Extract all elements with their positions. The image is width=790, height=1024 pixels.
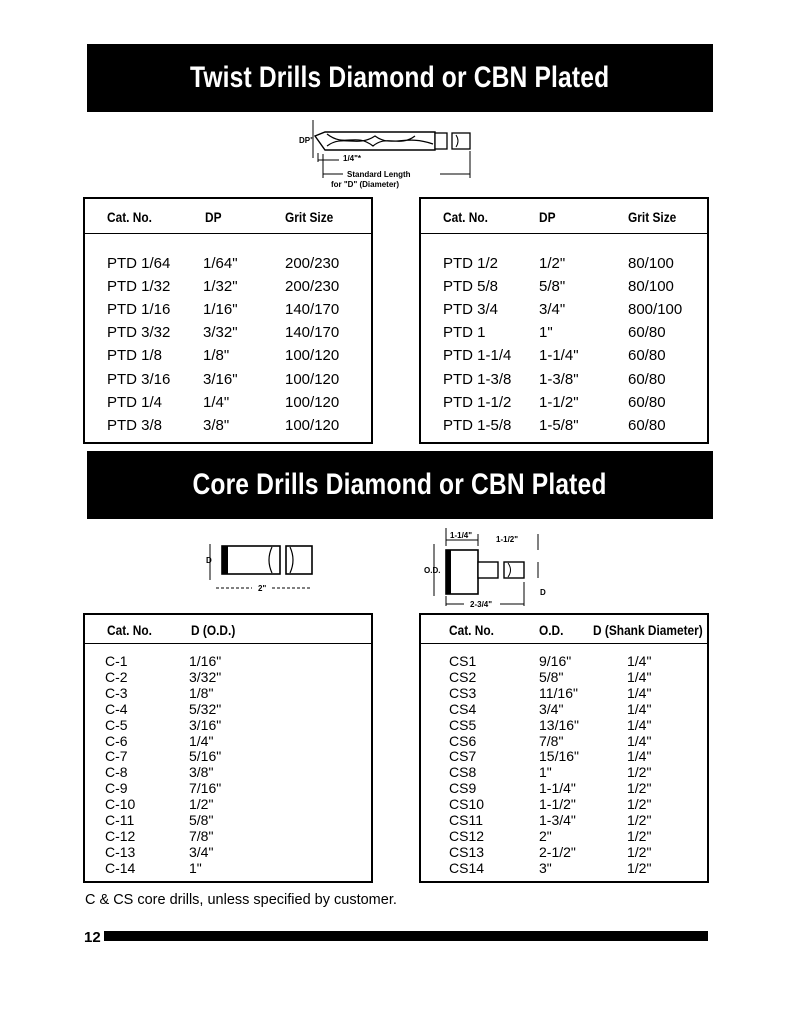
cell-cat-no: PTD 1/8 [107, 347, 163, 365]
cell-od: 3" [539, 859, 552, 876]
cell-cat-no: PTD 1-3/8 [443, 370, 512, 388]
cell-grit-size: 100/120 [285, 370, 340, 388]
cell-shank-diameter: 1/4" [627, 700, 652, 717]
cell-grit-size: 80/100 [628, 278, 674, 296]
cell-cat-no: PTD 3/4 [443, 301, 499, 319]
total-length-label: 2-3/4" [470, 600, 493, 609]
cell-cat-no: PTD 1/2 [443, 255, 499, 272]
length-label: 2" [258, 584, 267, 593]
header-od: D (O.D.) [191, 622, 236, 638]
cell-shank-diameter: 1/4" [627, 716, 652, 733]
cell-od: 1/2" [189, 796, 214, 813]
cell-cat-no: CS5 [449, 716, 477, 733]
cell-cat-no: PTD 3/16 [107, 370, 171, 388]
cell-od: 5/32" [189, 700, 222, 717]
cell-shank-diameter: 1/4" [627, 748, 652, 765]
cell-dp: 5/8" [539, 278, 566, 296]
cell-cat-no: C-3 [105, 684, 128, 701]
cell-grit-size: 800/100 [628, 301, 683, 319]
cell-od: 7/8" [539, 732, 564, 749]
cell-shank-diameter: 1/2" [627, 764, 652, 781]
cell-cat-no: PTD 3/32 [107, 324, 171, 342]
cell-shank-diameter: 1/4" [627, 653, 652, 669]
cell-grit-size: 100/120 [285, 393, 340, 411]
cell-shank-diameter: 1/2" [627, 827, 652, 844]
cell-grit-size: 100/120 [285, 416, 340, 434]
cell-cat-no: C-8 [105, 764, 128, 781]
cell-cat-no: CS7 [449, 748, 477, 765]
cell-cat-no: C-9 [105, 780, 128, 797]
cell-od: 13/16" [539, 716, 580, 733]
cell-cat-no: C-4 [105, 700, 128, 717]
cell-dp: 1" [539, 324, 553, 342]
cell-cat-no: PTD 1-1/2 [443, 393, 512, 411]
table-header [421, 199, 707, 234]
cell-od: 1-1/4" [539, 780, 576, 797]
cell-grit-size: 100/120 [285, 347, 340, 365]
d-label: D [540, 588, 546, 597]
cell-od: 15/16" [539, 748, 580, 765]
d-label: D [206, 556, 212, 565]
header-grit-size: Grit Size [628, 209, 677, 225]
cell-cat-no: C-13 [105, 843, 136, 860]
cell-cat-no: CS1 [449, 653, 477, 669]
cell-cat-no: CS8 [449, 764, 477, 781]
cell-grit-size: 60/80 [628, 393, 666, 411]
core-drill-diagram-left [196, 538, 326, 598]
cell-dp: 1/32" [203, 278, 238, 296]
cell-od: 3/16" [189, 716, 222, 733]
cell-od: 3/4" [539, 700, 564, 717]
header-cat-no: Cat. No. [449, 622, 494, 638]
cell-cat-no: PTD 1/16 [107, 301, 171, 319]
table-header [85, 199, 371, 234]
cell-cat-no: C-12 [105, 827, 136, 844]
cell-cat-no: CS14 [449, 859, 485, 876]
table-header [421, 615, 707, 644]
quarter-inch-label: 1/4"* [343, 154, 362, 163]
cell-od: 1/16" [189, 653, 222, 669]
cell-dp: 1-5/8" [539, 416, 579, 434]
cell-cat-no: C-6 [105, 732, 128, 749]
cell-cat-no: CS10 [449, 796, 485, 813]
cell-od: 2" [539, 827, 552, 844]
cell-cat-no: CS3 [449, 684, 477, 701]
page-number: 12 [84, 929, 101, 946]
cell-od: 1" [539, 764, 552, 781]
standard-length-label: Standard Length [347, 170, 411, 179]
cell-od: 1" [189, 859, 202, 876]
cell-grit-size: 60/80 [628, 324, 666, 342]
core-drill-diagram-right [420, 526, 560, 612]
cell-cat-no: PTD 1/32 [107, 278, 171, 296]
cell-cat-no: PTD 1-5/8 [443, 416, 512, 434]
cell-shank-diameter: 1/4" [627, 732, 652, 749]
header-cat-no: Cat. No. [107, 622, 152, 638]
cell-cat-no: PTD 1-1/4 [443, 347, 512, 365]
cell-od: 3/4" [189, 843, 214, 860]
cell-dp: 3/16" [203, 370, 238, 388]
twist-left-table [83, 197, 373, 444]
cell-od: 5/16" [189, 748, 222, 765]
cell-dp: 1/16" [203, 301, 238, 319]
header-od: O.D. [539, 622, 564, 638]
cell-grit-size: 140/170 [285, 324, 340, 342]
diameter-label: for "D" (Diameter) [331, 180, 400, 189]
cell-shank-diameter: 1/4" [627, 668, 652, 685]
cell-od: 9/16" [539, 653, 572, 669]
cell-dp: 1/4" [203, 393, 230, 411]
cell-dp: 1/8" [203, 347, 230, 365]
cell-shank-diameter: 1/2" [627, 843, 652, 860]
cell-cat-no: C-2 [105, 668, 128, 685]
core-left-table [83, 613, 373, 883]
cell-shank-diameter: 1/2" [627, 780, 652, 797]
cell-dp: 1-3/8" [539, 370, 579, 388]
table-header [85, 615, 371, 644]
cell-grit-size: 60/80 [628, 347, 666, 365]
dim-a-label: 1-1/4" [450, 531, 473, 540]
cell-od: 5/8" [189, 812, 214, 828]
cell-grit-size: 140/170 [285, 301, 340, 319]
cell-cat-no: C-10 [105, 796, 136, 813]
cell-shank-diameter: 1/2" [627, 796, 652, 813]
cell-cat-no: PTD 1 [443, 324, 486, 342]
cell-grit-size: 200/230 [285, 255, 340, 272]
cell-dp: 3/8" [203, 416, 230, 434]
cell-od: 1-1/2" [539, 796, 576, 813]
dim-b-label: 1-1/2" [496, 535, 519, 544]
header-cat-no: Cat. No. [443, 209, 488, 225]
cell-cat-no: C-11 [105, 812, 135, 828]
cell-cat-no: CS12 [449, 827, 485, 844]
footnote: C & CS core drills, unless specified by customer. [85, 892, 397, 908]
cell-od: 1/8" [189, 684, 214, 701]
twist-right-table [419, 197, 709, 444]
cell-od: 1/4" [189, 732, 214, 749]
cell-od: 7/8" [189, 827, 214, 844]
cell-cat-no: CS2 [449, 668, 477, 685]
cell-grit-size: 200/230 [285, 278, 340, 296]
footer-rule [104, 931, 708, 941]
core-drills-banner [87, 451, 713, 519]
cell-od: 2-1/2" [539, 843, 576, 860]
header-dp: DP [205, 209, 222, 225]
cell-cat-no: PTD 1/64 [107, 255, 171, 272]
twist-drill-diagram [295, 118, 485, 190]
core-drills-title: Core Drills Diamond or CBN Plated [192, 468, 608, 501]
cell-cat-no: CS9 [449, 780, 477, 797]
od-label: O.D. [424, 566, 441, 575]
cell-od: 3/32" [189, 668, 222, 685]
cell-grit-size: 60/80 [628, 416, 666, 434]
cell-cat-no: C-14 [105, 859, 136, 876]
core-right-table [419, 613, 709, 883]
cell-cat-no: CS11 [449, 812, 483, 828]
cell-grit-size: 80/100 [628, 255, 674, 272]
cell-cat-no: PTD 1/4 [107, 393, 163, 411]
cell-dp: 1-1/4" [539, 347, 579, 365]
cell-shank-diameter: 1/2" [627, 859, 652, 876]
cell-shank-diameter: 1/4" [627, 684, 652, 701]
header-grit-size: Grit Size [285, 209, 334, 225]
twist-drills-title: Twist Drills Diamond or CBN Plated [190, 61, 610, 94]
cell-od: 11/16" [539, 684, 578, 701]
header-dp: DP [539, 209, 556, 225]
cell-od: 1-3/4" [539, 812, 576, 828]
cell-cat-no: PTD 3/8 [107, 416, 163, 434]
cell-od: 5/8" [539, 668, 564, 685]
twist-drills-banner [87, 44, 713, 112]
dp-label: DP" [299, 136, 314, 145]
cell-dp: 3/4" [539, 301, 566, 319]
cell-cat-no: CS6 [449, 732, 477, 749]
cell-dp: 1/2" [539, 255, 566, 272]
cell-shank-diameter: 1/2" [627, 812, 652, 828]
cell-cat-no: PTD 5/8 [443, 278, 499, 296]
header-shank-diameter: D (Shank Diameter) [593, 622, 703, 638]
cell-cat-no: C-7 [105, 748, 128, 765]
cell-cat-no: CS4 [449, 700, 477, 717]
header-cat-no: Cat. No. [107, 209, 152, 225]
cell-dp: 1-1/2" [539, 393, 579, 411]
cell-dp: 1/64" [203, 255, 238, 272]
cell-grit-size: 60/80 [628, 370, 666, 388]
cell-cat-no: CS13 [449, 843, 485, 860]
cell-dp: 3/32" [203, 324, 238, 342]
cell-od: 3/8" [189, 764, 214, 781]
cell-cat-no: C-5 [105, 716, 128, 733]
cell-cat-no: C-1 [105, 653, 128, 669]
cell-od: 7/16" [189, 780, 222, 797]
